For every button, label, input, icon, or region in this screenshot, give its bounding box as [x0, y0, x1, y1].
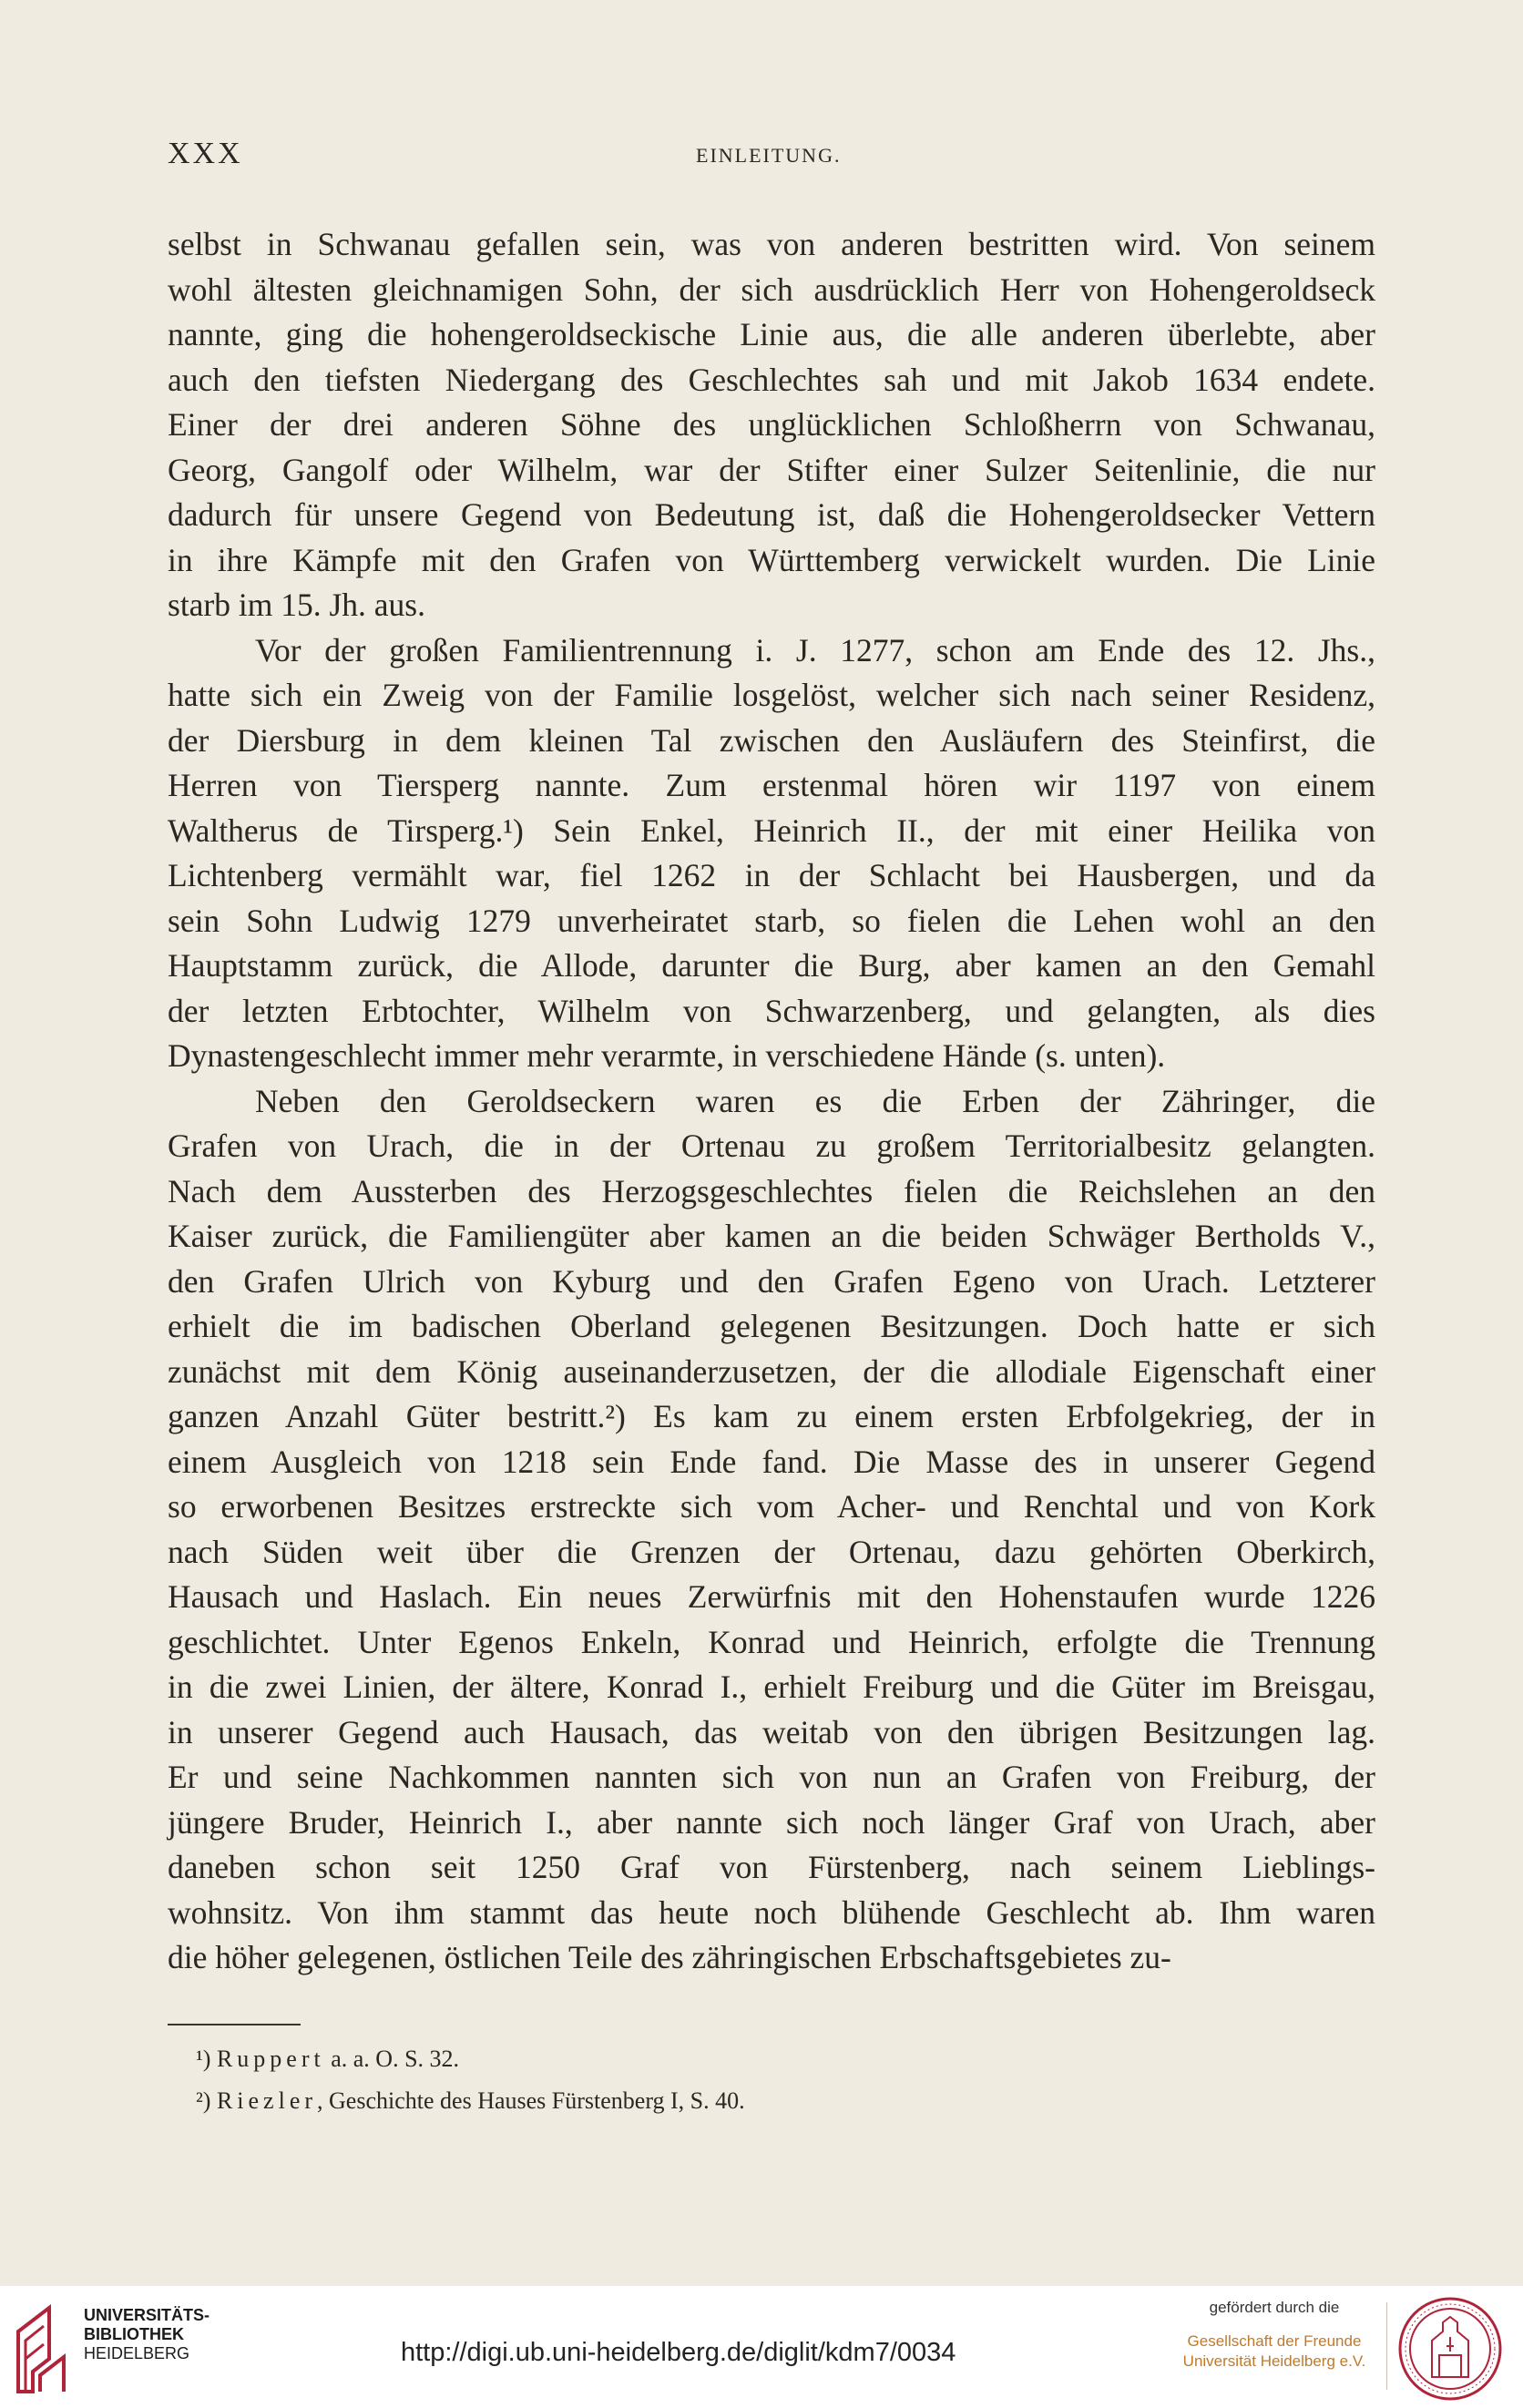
text-line: nach Süden weit über die Grenzen der Ortenau, dazu gehörten Oberkirch, [168, 1533, 1375, 1570]
text-line: Dynastengeschlecht immer mehr verarmte, in verschiedene Hände (s. unten). [168, 1037, 1166, 1074]
footnote [196, 2038, 745, 2080]
page-header [168, 137, 1352, 173]
text-line: wohl ältesten gleichnamigen Sohn, der sich ausdrücklich Herr von Hohengeroldseck [168, 270, 1375, 308]
text-line: in unserer Gegend auch Hausach, das weitab von den übrigen Besitzungen lag. [168, 1713, 1375, 1750]
permalink-url[interactable]: http://digi.ub.uni-heidelberg.de/diglit/kdm7/0034 [401, 2338, 956, 2367]
sponsor-name-line: Universität Heidelberg e.V. [1182, 2352, 1366, 2370]
footnote-author: Ruppert [216, 2046, 325, 2072]
footnote-marker: ²) [196, 2087, 211, 2114]
text-line: zunächst mit dem König auseinanderzusetzen, der die allodiale Eigenschaft einer [168, 1352, 1375, 1390]
text-line: wohnsitz. Von ihm stammt das heute noch blühende Geschlecht ab. Ihm waren [168, 1893, 1375, 1931]
body-text [168, 222, 1375, 1981]
text-line: jüngere Bruder, Heinrich I., aber nannte sich noch länger Graf von Urach, aber [168, 1803, 1375, 1841]
text-line: selbst in Schwanau gefallen sein, was von anderen bestritten wird. Von seinem [168, 226, 1375, 262]
text-line: in ihre Kämpfe mit den Grafen von Württemberg verwickelt wurden. Die Linie [168, 541, 1375, 578]
library-name-line: UNIVERSITÄTS- [84, 2306, 210, 2324]
footnote-author: Riezler [216, 2087, 318, 2114]
text-line: Kaiser zurück, die Familiengüter aber kamen an die beiden Schwäger Bertholds V., [168, 1218, 1375, 1254]
text-line: sein Sohn Ludwig 1279 unverheiratet starb, so fielen die Lehen wohl an den [168, 902, 1375, 939]
text-line: Nach dem Aussterben des Herzogsgeschlechtes fielen die Reichslehen an den [168, 1172, 1375, 1209]
text-line: Hausach und Haslach. Ein neues Zerwürfnis mit den Hohenstaufen wurde 1226 [168, 1578, 1375, 1615]
text-line: Herren von Tiersperg nannte. Zum erstenmal hören wir 1197 von einem [168, 767, 1375, 803]
paragraph [168, 222, 1375, 628]
text-line: den Grafen Ulrich von Kyburg und den Grafen Egeno von Urach. Letzterer [168, 1262, 1375, 1300]
text-line: ganzen Anzahl Güter bestritt.²) Es kam zu einem ersten Erbfolgekrieg, der in [168, 1398, 1375, 1434]
text-line: Vor der großen Familientrennung i. J. 1277, schon am Ende des 12. Jhs., [255, 631, 1375, 668]
text-line: einem Ausgleich von 1218 sein Ende fand. Die Masse des in unserer Gegend [168, 1443, 1375, 1480]
text-line: der letzten Erbtochter, Wilhelm von Schwarzenberg, und gelangten, als dies [168, 992, 1375, 1029]
sponsor-block[interactable] [1170, 2299, 1379, 2372]
running-title: EINLEITUNG. [696, 144, 842, 167]
text-line: Neben den Geroldseckern waren es die Erben der Zähringer, die [255, 1082, 1375, 1119]
footer-divider [1386, 2302, 1387, 2390]
text-line: auch den tiefsten Niedergang des Geschlechtes sah und mit Jakob 1634 endete. [168, 361, 1375, 398]
footnote-marker: ¹) [196, 2046, 211, 2072]
footnote [196, 2080, 745, 2122]
library-name[interactable] [84, 2306, 210, 2363]
sponsor-name [1170, 2331, 1379, 2372]
footnote-text: a. a. O. S. 32. [324, 2046, 460, 2072]
footnote-text: , Geschichte des Hauses Fürstenberg I, S. 40. [317, 2087, 745, 2114]
text-line: der Diersburg in dem kleinen Tal zwischen den Ausläufern des Steinfirst, die [168, 721, 1375, 759]
library-name-line: BIBLIOTHEK [84, 2325, 184, 2343]
text-line: die höher gelegenen, östlichen Teile des zähringischen Erbschaftsgebietes zu- [168, 1939, 1171, 1975]
text-line: geschlichtet. Unter Egenos Enkeln, Konrad und Heinrich, erfolgte die Trennung [168, 1623, 1375, 1660]
text-line: in die zwei Linien, der ältere, Konrad I., erhielt Freiburg und die Güter im Breisgau, [168, 1668, 1375, 1705]
footnotes [196, 2038, 745, 2122]
text-line: Er und seine Nachkommen nannten sich von nun an Grafen von Freiburg, der [168, 1759, 1375, 1795]
library-name-line: HEIDELBERG [84, 2344, 190, 2362]
text-line: nannte, ging die hohengeroldseckische Linie aus, die alle anderen überlebte, aber [168, 316, 1375, 352]
library-logo-icon[interactable] [13, 2304, 71, 2395]
text-line: Waltherus de Tirsperg.¹) Sein Enkel, Heinrich II., der mit einer Heilika von [168, 811, 1375, 849]
text-line: starb im 15. Jh. aus. [168, 587, 425, 623]
sponsor-name-line: Gesellschaft der Freunde [1187, 2332, 1362, 2350]
text-line: erhielt die im badischen Oberland gelegenen Besitzungen. Doch hatte er sich [168, 1308, 1375, 1344]
text-line: so erworbenen Besitzes erstreckte sich vom Acher- und Renchtal und von Kork [168, 1488, 1375, 1525]
text-line: Grafen von Urach, die in der Ortenau zu großem Territorialbesitz gelangten. [168, 1127, 1375, 1164]
text-line: dadurch für unsere Gegend von Bedeutung ist, daß die Hohengeroldsecker Vettern [168, 496, 1375, 533]
university-seal-icon [1395, 2295, 1505, 2403]
text-line: hatte sich ein Zweig von der Familie losgelöst, welcher sich nach seiner Residenz, [168, 677, 1375, 713]
sponsor-intro: gefördert durch die [1209, 2299, 1340, 2316]
text-line: Einer der drei anderen Söhne des unglücklichen Schloßherrn von Schwanau, [168, 406, 1375, 443]
footnote-rule [168, 2024, 301, 2025]
text-line: Hauptstamm zurück, die Allode, darunter die Burg, aber kamen an den Gemahl [168, 947, 1375, 984]
page-number: XXX [168, 137, 243, 170]
text-line: Georg, Gangolf oder Wilhelm, war der Stifter einer Sulzer Seitenlinie, die nur [168, 451, 1375, 488]
text-line: Lichtenberg vermählt war, fiel 1262 in der Schlacht bei Hausbergen, und da [168, 857, 1375, 893]
paragraph [168, 1079, 1375, 1981]
text-line: daneben schon seit 1250 Graf von Fürstenberg, nach seinem Lieblings- [168, 1849, 1375, 1885]
paragraph [168, 628, 1375, 1079]
